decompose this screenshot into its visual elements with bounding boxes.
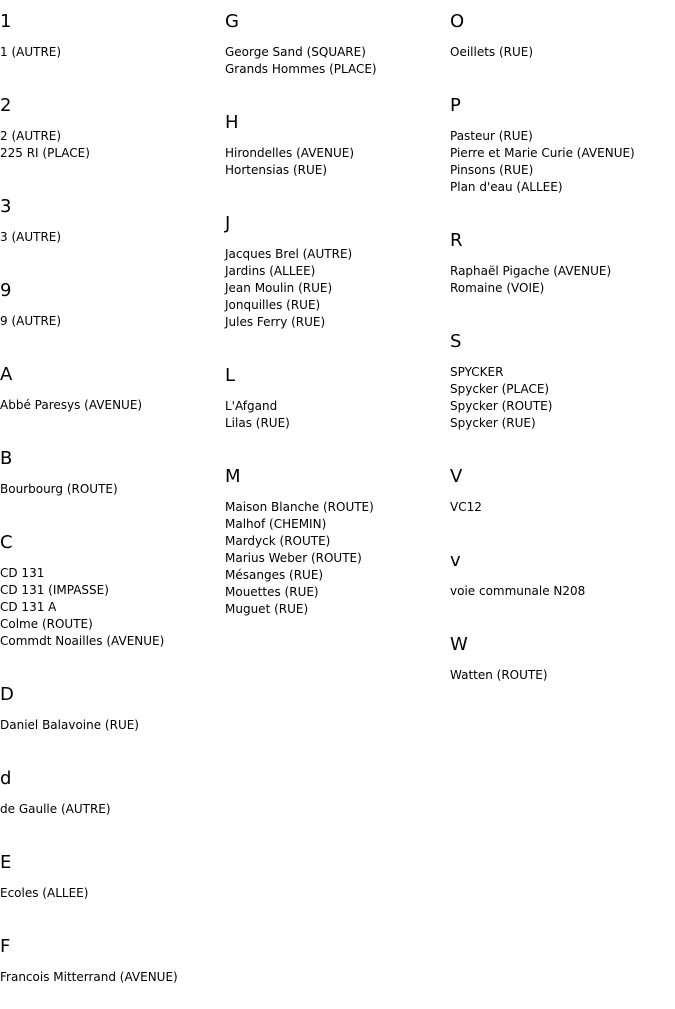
- street-link-vc12[interactable]: VC12: [450, 500, 482, 514]
- letter-heading: F: [0, 936, 11, 957]
- letter-group-h: [225, 101, 449, 179]
- street-link-jonquilles-rue[interactable]: Jonquilles (RUE): [225, 298, 321, 312]
- letter-heading: 2: [0, 95, 12, 116]
- street-index-column-3: [450, 0, 674, 707]
- letter-group-r: [450, 219, 674, 297]
- street-link-marius-weber-route[interactable]: Marius Weber (ROUTE): [225, 551, 362, 565]
- street-link-spycker-rue[interactable]: Spycker (RUE): [450, 416, 536, 430]
- letter-heading: O: [450, 11, 465, 32]
- street-link-lilas-rue[interactable]: Lilas (RUE): [225, 416, 290, 430]
- street-link-pasteur-rue[interactable]: Pasteur (RUE): [450, 129, 533, 143]
- letter-heading: D: [0, 684, 14, 705]
- letter-group-3: [0, 185, 224, 246]
- letter-group-b: [0, 437, 224, 498]
- letter-heading: V: [450, 466, 463, 487]
- letter-group-2: [0, 84, 224, 162]
- street-link-mouettes-rue[interactable]: Mouettes (RUE): [225, 585, 319, 599]
- street-link-maison-blanche-route[interactable]: Maison Blanche (ROUTE): [225, 500, 374, 514]
- letter-heading: C: [0, 532, 13, 553]
- street-link-cd-131-impasse[interactable]: CD 131 (IMPASSE): [0, 583, 109, 597]
- street-link-colme-route[interactable]: Colme (ROUTE): [0, 617, 93, 631]
- street-link-voie-communale-n208[interactable]: voie communale N208: [450, 584, 586, 598]
- street-link-mardyck-route[interactable]: Mardyck (ROUTE): [225, 534, 331, 548]
- street-link-jules-ferry-rue[interactable]: Jules Ferry (RUE): [225, 315, 326, 329]
- street-link-bourbourg-route[interactable]: Bourbourg (ROUTE): [0, 482, 118, 496]
- street-link-pierre-et-marie-curie-avenue[interactable]: Pierre et Marie Curie (AVENUE): [450, 146, 635, 160]
- street-link-cd-131[interactable]: CD 131: [0, 566, 45, 580]
- street-link-225-ri-place[interactable]: 225 RI (PLACE): [0, 146, 90, 160]
- letter-heading: P: [450, 95, 461, 116]
- street-link-george-sand-square[interactable]: George Sand (SQUARE): [225, 45, 366, 59]
- letter-heading: W: [450, 634, 468, 655]
- letter-group-o: [450, 0, 674, 61]
- street-link-pinsons-rue[interactable]: Pinsons (RUE): [450, 163, 534, 177]
- letter-heading: J: [225, 213, 231, 234]
- street-link-daniel-balavoine-rue[interactable]: Daniel Balavoine (RUE): [0, 718, 139, 732]
- street-link-oeillets-rue[interactable]: Oeillets (RUE): [450, 45, 534, 59]
- street-link-abbe-paresys-avenue[interactable]: Abbé Paresys (AVENUE): [0, 398, 143, 412]
- street-index-column-2: [225, 0, 449, 641]
- letter-heading: H: [225, 112, 239, 133]
- street-link-mesanges-rue[interactable]: Mésanges (RUE): [225, 568, 324, 582]
- street-link-jacques-brel-autre[interactable]: Jacques Brel (AUTRE): [225, 247, 353, 261]
- letter-group-d-lower: [0, 757, 224, 818]
- letter-group-f: [0, 925, 224, 986]
- letter-heading: d: [0, 768, 12, 789]
- letter-group-v-lower: [450, 539, 674, 600]
- letter-heading: B: [0, 448, 13, 469]
- letter-heading: L: [225, 365, 236, 386]
- letter-heading: R: [450, 230, 463, 251]
- letter-group-g: [225, 0, 449, 78]
- street-link-l-afgand[interactable]: L'Afgand: [225, 399, 278, 413]
- street-link-raphael-pigache-avenue[interactable]: Raphaël Pigache (AVENUE): [450, 264, 612, 278]
- street-link-grands-hommes-place[interactable]: Grands Hommes (PLACE): [225, 62, 377, 76]
- letter-group-j: [225, 202, 449, 331]
- street-link-ecoles-allee[interactable]: Ecoles (ALLEE): [0, 886, 89, 900]
- letter-heading: E: [0, 852, 12, 873]
- letter-group-m: [225, 455, 449, 618]
- street-link-romaine-voie[interactable]: Romaine (VOIE): [450, 281, 545, 295]
- street-link-cd-131-a[interactable]: CD 131 A: [0, 600, 57, 614]
- street-link-spycker[interactable]: SPYCKER: [450, 365, 504, 379]
- street-link-9-autre[interactable]: 9 (AUTRE): [0, 314, 62, 328]
- letter-heading: 1: [0, 11, 12, 32]
- street-link-commdt-noailles-avenue[interactable]: Commdt Noailles (AVENUE): [0, 634, 165, 648]
- letter-group-c: [0, 521, 224, 650]
- street-link-malhof-chemin[interactable]: Malhof (CHEMIN): [225, 517, 327, 531]
- letter-group-p: [450, 84, 674, 196]
- street-link-3-autre[interactable]: 3 (AUTRE): [0, 230, 62, 244]
- street-link-hortensias-rue[interactable]: Hortensias (RUE): [225, 163, 328, 177]
- letter-heading: 3: [0, 196, 12, 217]
- street-link-plan-d-eau-allee[interactable]: Plan d'eau (ALLEE): [450, 180, 563, 194]
- street-link-muguet-rue[interactable]: Muguet (RUE): [225, 602, 309, 616]
- street-index-column-1: [0, 0, 224, 1009]
- letter-heading: A: [0, 364, 13, 385]
- street-link-spycker-route[interactable]: Spycker (ROUTE): [450, 399, 553, 413]
- letter-heading: v: [450, 550, 461, 571]
- street-link-spycker-place[interactable]: Spycker (PLACE): [450, 382, 550, 396]
- street-link-2-autre[interactable]: 2 (AUTRE): [0, 129, 62, 143]
- letter-group-d: [0, 673, 224, 734]
- street-link-watten-route[interactable]: Watten (ROUTE): [450, 668, 548, 682]
- street-link-jean-moulin-rue[interactable]: Jean Moulin (RUE): [225, 281, 333, 295]
- letter-group-1: [0, 0, 224, 61]
- letter-group-a: [0, 353, 224, 414]
- street-link-hirondelles-avenue[interactable]: Hirondelles (AVENUE): [225, 146, 355, 160]
- letter-group-s: [450, 320, 674, 432]
- letter-group-l: [225, 354, 449, 432]
- street-link-de-gaulle-autre[interactable]: de Gaulle (AUTRE): [0, 802, 111, 816]
- street-link-jardins-allee[interactable]: Jardins (ALLEE): [225, 264, 316, 278]
- letter-group-9: [0, 269, 224, 330]
- letter-group-v: [450, 455, 674, 516]
- letter-group-e: [0, 841, 224, 902]
- street-link-1-autre[interactable]: 1 (AUTRE): [0, 45, 62, 59]
- letter-heading: G: [225, 11, 239, 32]
- street-link-francois-mitterrand-avenue[interactable]: Francois Mitterrand (AVENUE): [0, 970, 178, 984]
- letter-heading: 9: [0, 280, 12, 301]
- letter-group-w: [450, 623, 674, 684]
- letter-heading: S: [450, 331, 462, 352]
- letter-heading: M: [225, 466, 241, 487]
